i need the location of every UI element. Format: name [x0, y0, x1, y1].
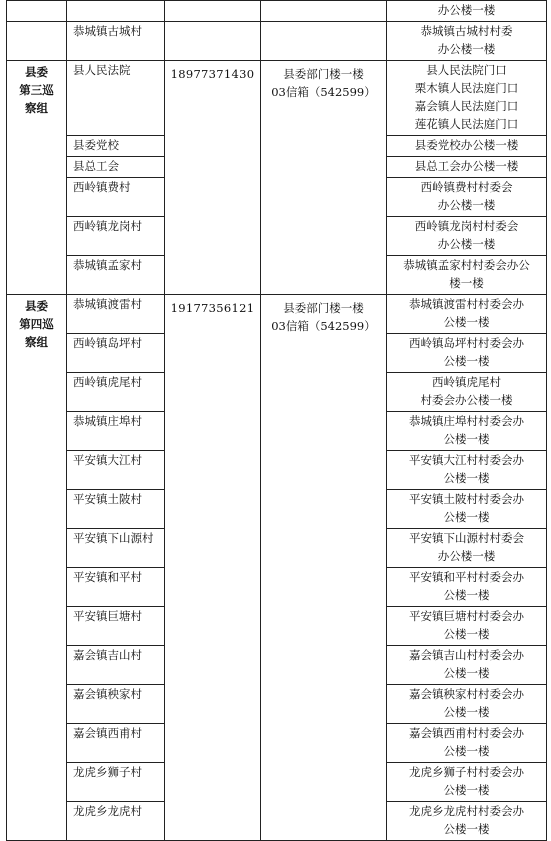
location-cell	[387, 802, 547, 841]
location-line: 西岭镇虎尾村	[432, 375, 501, 389]
location-line: 平安镇下山源村村委会	[409, 531, 524, 545]
location-cell	[387, 568, 547, 607]
unit-name-cell: 西岭镇费村	[67, 178, 165, 217]
mailbox-address-cell	[261, 22, 387, 61]
location-cell	[387, 412, 547, 451]
location-line: 西岭镇龙岗村村委会	[414, 219, 519, 233]
location-cell	[387, 451, 547, 490]
address-line: 县委部门楼一楼	[283, 67, 364, 81]
location-cell	[387, 685, 547, 724]
location-line: 公楼一楼	[443, 315, 490, 329]
location-line: 嘉会镇秧家村村委会办	[409, 687, 524, 701]
location-cell	[387, 373, 547, 412]
location-cell	[387, 61, 547, 136]
location-line: 办公楼一楼	[437, 3, 496, 17]
location-cell	[387, 157, 547, 178]
location-line: 嘉会镇人民法庭门口	[414, 99, 519, 113]
location-cell	[387, 529, 547, 568]
unit-name-cell: 平安镇和平村	[67, 568, 165, 607]
phone-cell	[165, 22, 261, 61]
location-line: 公楼一楼	[443, 783, 490, 797]
location-cell	[387, 136, 547, 157]
location-line: 公楼一楼	[443, 432, 490, 446]
unit-name-cell: 平安镇大江村	[67, 451, 165, 490]
location-line: 村委会办公楼一楼	[420, 393, 513, 407]
unit-name-cell: 恭城镇庄埠村	[67, 412, 165, 451]
location-line: 恭城镇庄埠村村委会办	[409, 414, 524, 428]
location-line: 栗木镇人民法庭门口	[414, 81, 519, 95]
location-line: 公楼一楼	[443, 627, 490, 641]
address-line: 03信箱（542599）	[271, 319, 376, 333]
location-line: 西岭镇费村村委会	[420, 180, 513, 194]
location-cell	[387, 256, 547, 295]
location-line: 办公楼一楼	[437, 198, 496, 212]
location-line: 恭城镇渡雷村村委会办	[409, 297, 524, 311]
location-line: 县委党校办公楼一楼	[414, 138, 519, 152]
location-cell	[387, 646, 547, 685]
unit-name-cell: 恭城镇渡雷村	[67, 295, 165, 334]
location-line: 公楼一楼	[443, 744, 490, 758]
group-name-line: 县委	[25, 299, 48, 313]
location-line: 办公楼一楼	[437, 42, 496, 56]
unit-name-cell: 嘉会镇西甫村	[67, 724, 165, 763]
unit-name-cell: 嘉会镇吉山村	[67, 646, 165, 685]
location-line: 公楼一楼	[443, 666, 490, 680]
location-line: 办公楼一楼	[437, 237, 496, 251]
group-name-cell	[7, 22, 67, 61]
group-name-cell	[7, 61, 67, 295]
location-line: 楼一楼	[449, 276, 484, 290]
table-row	[7, 61, 547, 136]
unit-name-cell: 县人民法院	[67, 61, 165, 136]
location-cell	[387, 763, 547, 802]
location-line: 平安镇和平村村委会办	[409, 570, 524, 584]
group-name-line: 察组	[25, 335, 48, 349]
location-line: 县总工会办公楼一楼	[414, 159, 519, 173]
inspection-table-body	[7, 1, 547, 841]
mailbox-address-cell	[261, 295, 387, 841]
unit-name-cell: 西岭镇虎尾村	[67, 373, 165, 412]
location-line: 公楼一楼	[443, 510, 490, 524]
location-cell	[387, 1, 547, 22]
top-fragment-row	[7, 1, 547, 22]
location-cell	[387, 22, 547, 61]
group-cell-continued	[7, 1, 67, 22]
inspection-table	[6, 0, 547, 841]
location-line: 平安镇土陂村村委会办	[409, 492, 524, 506]
group-name-line: 察组	[25, 101, 48, 115]
unit-name-cell: 龙虎乡狮子村	[67, 763, 165, 802]
location-cell	[387, 490, 547, 529]
unit-name-cell: 县委党校	[67, 136, 165, 157]
unit-name-cell: 西岭镇龙岗村	[67, 217, 165, 256]
unit-name-cell: 平安镇下山源村	[67, 529, 165, 568]
location-line: 公楼一楼	[443, 822, 490, 836]
location-line: 公楼一楼	[443, 354, 490, 368]
group-name-line: 第三巡	[19, 83, 54, 97]
location-line: 莲花镇人民法庭门口	[414, 117, 519, 131]
location-cell	[387, 724, 547, 763]
unit-name-cell: 平安镇土陂村	[67, 490, 165, 529]
unit-name-cell: 县总工会	[67, 157, 165, 178]
location-line: 嘉会镇西甫村村委会办	[409, 726, 524, 740]
location-line: 龙虎乡龙虎村村委会办	[409, 804, 524, 818]
location-line: 恭城镇孟家村村委会办公	[403, 258, 530, 272]
mailbox-address-cell	[261, 61, 387, 295]
group-name-cell	[7, 295, 67, 841]
location-cell	[387, 607, 547, 646]
location-line: 公楼一楼	[443, 471, 490, 485]
unit-name-cell: 平安镇巨塘村	[67, 607, 165, 646]
unit-name-cell: 西岭镇岛坪村	[67, 334, 165, 373]
unit-name-cell: 龙虎乡龙虎村	[67, 802, 165, 841]
location-cell	[387, 334, 547, 373]
group-name-line: 县委	[25, 65, 48, 79]
location-cell	[387, 295, 547, 334]
address-cell-continued	[261, 1, 387, 22]
location-line: 办公楼一楼	[437, 549, 496, 563]
location-line: 西岭镇岛坪村村委会办	[409, 336, 524, 350]
location-line: 公楼一楼	[443, 705, 490, 719]
unit-name-cell: 恭城镇古城村	[67, 22, 165, 61]
group-name-line: 第四巡	[19, 317, 54, 331]
unit-cell-continued	[67, 1, 165, 22]
address-line: 县委部门楼一楼	[283, 301, 364, 315]
location-line: 平安镇大江村村委会办	[409, 453, 524, 467]
location-line: 嘉会镇吉山村村委会办	[409, 648, 524, 662]
phone-cell: 19177356121	[165, 295, 261, 841]
table-row	[7, 295, 547, 334]
address-line: 03信箱（542599）	[271, 85, 376, 99]
location-line: 龙虎乡狮子村村委会办	[409, 765, 524, 779]
table-row	[7, 22, 547, 61]
location-line: 恭城镇古城村村委	[420, 24, 513, 38]
location-cell	[387, 217, 547, 256]
location-line: 县人民法院门口	[426, 63, 507, 77]
phone-cell-continued	[165, 1, 261, 22]
unit-name-cell: 恭城镇孟家村	[67, 256, 165, 295]
location-line: 平安镇巨塘村村委会办	[409, 609, 524, 623]
unit-name-cell: 嘉会镇秧家村	[67, 685, 165, 724]
location-line: 公楼一楼	[443, 588, 490, 602]
phone-cell: 18977371430	[165, 61, 261, 295]
location-cell	[387, 178, 547, 217]
